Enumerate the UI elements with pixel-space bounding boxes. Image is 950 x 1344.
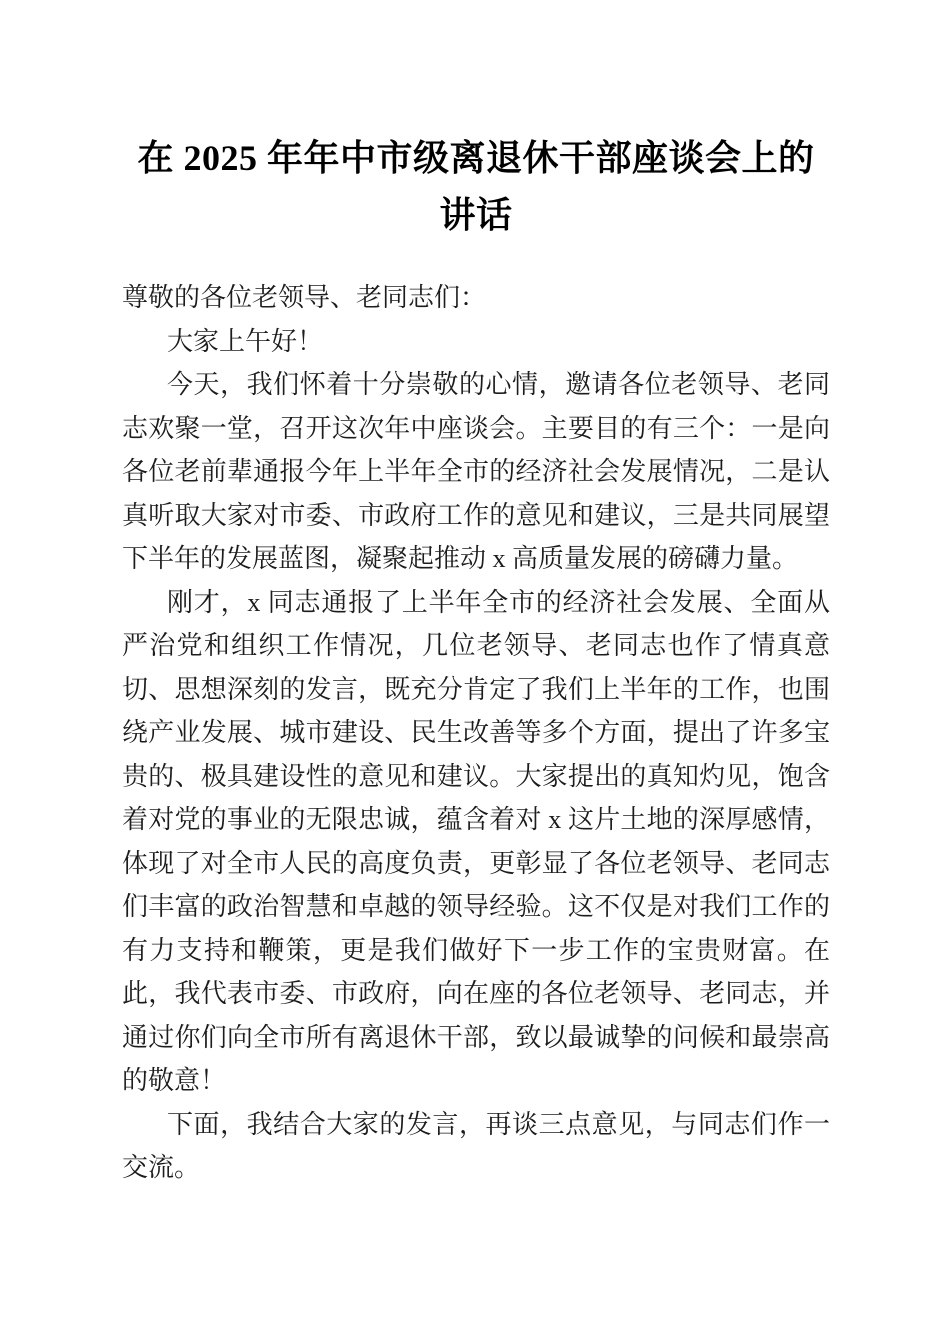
paragraph: 刚才，x 同志通报了上半年全市的经济社会发展、全面从严治党和组织工作情况，几位老领导、老同志也作了情真意切、思想深刻的发言，既充分肯定了我们上半年的工作，也围绕产业发展、城市建设、民生改善等多个方面，提出了许多宝贵的、极具建设性的意见和建议。大家提出的真知灼见，饱含着对党的事业的无限忠诚，蕴含着对 x 这片土地的深厚感情，体现了对全市人民的高度负责，更彰显了各位老领导、老同志们丰富的政治智慧和卓越的领导经验。这不仅是对我们工作的有力支持和鞭策，更是我们做好下一步工作的宝贵财富。在此，我代表市委、市政府，向在座的各位老领导、老同志，并通过你们向全市所有离退休干部，致以最诚挚的问候和最崇高的敬意！ bbox=[122, 587, 830, 1095]
paragraph: 今天，我们怀着十分崇敬的心情，邀请各位老领导、老同志欢聚一堂，召开这次年中座谈会。主要目的有三个：一是向各位老前辈通报今年上半年全市的经济社会发展情况，二是认真听取大家对市委、市政府工作的意见和建议，三是共同展望下半年的发展蓝图，凝聚起推动 x 高质量发展的磅礴力量。 bbox=[122, 370, 830, 573]
document-body bbox=[122, 276, 830, 1190]
paragraph: 下面，我结合大家的发言，再谈三点意见，与同志们作一交流。 bbox=[122, 1109, 830, 1182]
paragraph: 尊敬的各位老领导、老同志们： bbox=[122, 283, 487, 312]
paragraph: 大家上午好！ bbox=[167, 326, 324, 356]
document-title: 在 2025 年年中市级离退休干部座谈会上的讲话 bbox=[137, 138, 815, 235]
